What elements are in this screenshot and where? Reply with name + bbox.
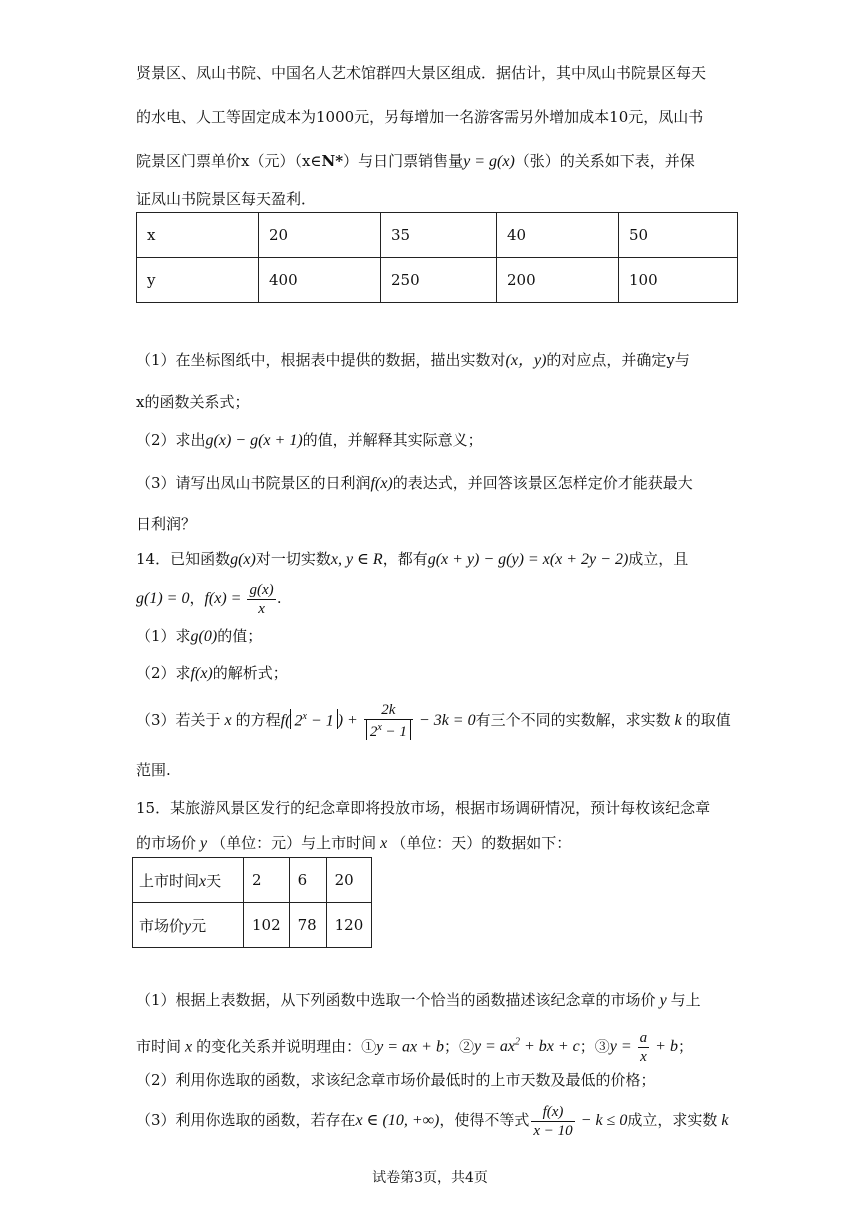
q14-part3 <box>136 700 731 741</box>
text-segment: ； <box>677 1037 693 1056</box>
q13-part3-cont: 日利润？ <box>136 515 197 533</box>
formula-g1-eq-0: g(1) = 0 <box>136 590 190 607</box>
text-segment: 有三个不同的实数解，求实数 <box>475 711 671 729</box>
text-segment: ，都有 <box>382 550 428 568</box>
variable-k: k <box>717 1112 729 1129</box>
table-row <box>137 213 738 258</box>
q14-statement-cont <box>136 580 282 618</box>
text-segment: 上市时间 <box>139 871 200 890</box>
table-row <box>133 858 372 903</box>
text-segment: ）与日门票销售量 <box>343 152 464 170</box>
text-segment: 14．已知函数 <box>136 550 231 568</box>
intro-line-1: 贤景区、凤山书院、中国名人艺术馆群四大景区组成．据估计，其中凤山书院景区每天 <box>136 64 707 82</box>
formula-fx-definition: f(x) = $\frac{g(x)}{x}$ . <box>204 581 282 617</box>
table-cell: 250 <box>381 258 497 303</box>
formula-linear: y = ax + b <box>376 1038 444 1056</box>
variable-x: x <box>376 835 392 852</box>
formula-functional-equation: g(x + y) − g(y) = x(x + 2y − 2) <box>427 551 629 568</box>
variable-y: y <box>196 835 212 852</box>
text-segment: 院景区门票单价x（元）（x∈ <box>136 152 322 170</box>
table-cell: 2 <box>244 858 290 903</box>
table-cell <box>133 903 244 948</box>
table-cell: 50 <box>619 213 738 258</box>
fraction: $\frac{f(x)}{x - 10}$ <box>533 1103 573 1139</box>
text-segment: （1）根据上表数据，从下列函数中选取一个恰当的函数描述该纪念章的市场价 <box>136 991 656 1009</box>
table-cell: 100 <box>619 258 738 303</box>
text-segment: ；③ <box>579 1037 610 1056</box>
variable-y: y <box>655 992 671 1009</box>
formula-xy-in-r: x, y ∈ R <box>330 551 383 568</box>
variable-y: y <box>184 917 192 935</box>
q14-part1 <box>136 626 262 647</box>
table-cell: y <box>137 258 259 303</box>
text-segment: ，使得不等式 <box>439 1111 530 1129</box>
text-segment: 市场价 <box>139 916 185 935</box>
text-segment: （1）在坐标图纸中，根据表中提供的数据，描出实数对 <box>136 351 506 369</box>
text-segment: 天 <box>206 871 222 890</box>
table-row <box>133 903 372 948</box>
variable-k: k <box>670 712 686 729</box>
intro-line-2: 的水电、人工等固定成本为1000元，另每增加一名游客需另外增加成本10元，凤山书 <box>136 108 704 126</box>
page-footer: 试卷第3页，共4页 <box>372 1170 488 1186</box>
market-price-table <box>132 857 372 948</box>
formula-g0: g(0) <box>190 628 218 645</box>
table-cell: 200 <box>497 258 619 303</box>
q14-statement <box>136 549 688 570</box>
table-cell: 40 <box>497 213 619 258</box>
table-cell <box>133 858 244 903</box>
q14-part3-cont: 范围. <box>136 761 171 779</box>
text-segment: 对一切实数 <box>255 550 331 568</box>
natural-set-symbol: N* <box>321 152 344 170</box>
table-row <box>137 258 738 303</box>
text-segment: 成立，且 <box>628 550 689 568</box>
text-segment: （单位：元）与上市时间 <box>211 834 377 852</box>
text-segment: （张）的关系如下表，并保 <box>514 152 695 170</box>
table-cell: 400 <box>259 258 381 303</box>
fraction: $\frac{2k}{2^x - 1}$ <box>364 701 413 741</box>
text-segment: 市时间 <box>136 1037 182 1056</box>
formula-y-eq-gx: y = g(x) <box>463 153 515 170</box>
text-segment: 的表达式，并回答该景区怎样定价才能获最大 <box>392 474 693 492</box>
text-segment: 的解析式； <box>212 664 288 682</box>
text-segment: ；② <box>443 1037 474 1056</box>
table-cell: 20 <box>259 213 381 258</box>
table-cell: 102 <box>244 903 290 948</box>
intro-line-3 <box>136 151 695 172</box>
table-cell: 120 <box>326 903 372 948</box>
formula-equation-k: f( $2^x - 1$ ) + $\frac{2k}{2^x - 1}$ − 3k = 0 <box>280 702 476 741</box>
text-segment: ， <box>189 589 205 607</box>
text-segment: 与上 <box>670 991 701 1009</box>
variable-x: x <box>199 872 207 890</box>
formula-pair-xy: (x，y) <box>505 352 547 369</box>
q15-part1 <box>136 990 701 1011</box>
q13-part1-cont: x的函数关系式； <box>136 393 250 411</box>
ticket-price-table <box>136 212 738 303</box>
q13-part2 <box>136 430 483 451</box>
formula-quadratic: $y = ax^2$ + bx + c <box>473 1037 580 1056</box>
formula-inequality: $\frac{f(x)}{x - 10}$ − k ≤ 0 <box>533 1103 628 1139</box>
q15-part3 <box>136 1100 728 1141</box>
fraction: $\frac{a}{x}$ <box>639 1030 648 1066</box>
fraction: $\frac{g(x)}{x}$ <box>249 581 274 617</box>
table-cell: 35 <box>381 213 497 258</box>
q15-statement-2 <box>136 833 571 854</box>
text-segment: 的变化关系并说明理由：① <box>196 1037 377 1056</box>
q13-part3 <box>136 473 693 494</box>
text-segment: 的取值 <box>685 711 731 729</box>
text-segment: 成立，求实数 <box>627 1111 718 1129</box>
text-segment: （1）求 <box>136 627 191 645</box>
formula-x-interval: x ∈ (10, +∞) <box>355 1112 440 1129</box>
text-segment: 的值； <box>217 627 263 645</box>
text-segment: （单位：天）的数据如下： <box>391 834 572 852</box>
table-cell: 6 <box>289 858 326 903</box>
text-segment: （2）求 <box>136 664 191 682</box>
table-cell: 20 <box>326 858 372 903</box>
q15-part1-cont <box>136 1023 693 1067</box>
text-segment: 的值，并解释其实际意义； <box>302 431 483 449</box>
text-segment: （3）请写出凤山书院景区的日利润 <box>136 474 371 492</box>
formula-g-difference: g(x) − g(x + 1) <box>205 432 303 449</box>
q15-part2: （2）利用你选取的函数，求该纪念章市场价最低时的上市天数及最低的价格； <box>136 1071 656 1089</box>
text-segment: 的对应点，并确定y与 <box>546 351 690 369</box>
formula-fx: f(x) <box>190 665 213 682</box>
table-cell: 78 <box>289 903 326 948</box>
formula-fx: f(x) <box>370 475 393 492</box>
text-segment: 的市场价 <box>136 834 197 852</box>
formula-reciprocal: y = $\frac{a}{x}$ + b <box>609 1030 678 1066</box>
q13-part1 <box>136 350 690 371</box>
variable-x: x <box>220 712 236 729</box>
formula-gx: g(x) <box>230 551 256 568</box>
q15-statement-1: 15．某旅游风景区发行的纪念章即将投放市场，根据市场调研情况，预计每枚该纪念章 <box>136 799 711 817</box>
variable-x: x <box>181 1038 197 1056</box>
text-segment: 元 <box>191 916 207 935</box>
intro-line-4: 证凤山书院景区每天盈利． <box>136 190 317 208</box>
q14-part2 <box>136 663 288 684</box>
text-segment: 的方程 <box>235 711 281 729</box>
text-segment: （2）求出 <box>136 431 206 449</box>
text-segment: （3）利用你选取的函数，若存在 <box>136 1111 356 1129</box>
text-segment: （3）若关于 <box>136 711 221 729</box>
table-cell: x <box>137 213 259 258</box>
